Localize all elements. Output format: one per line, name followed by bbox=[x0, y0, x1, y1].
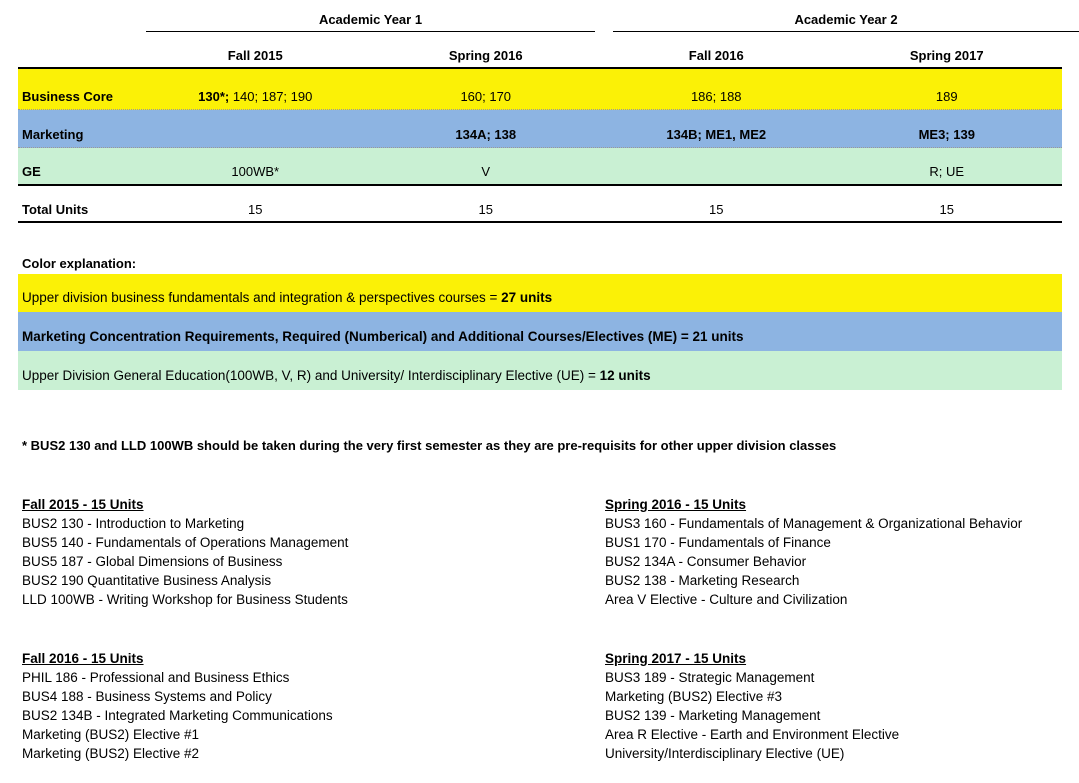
academic-year-2-header bbox=[613, 12, 1079, 32]
legend-item-green bbox=[18, 351, 1062, 390]
row-label-ge: GE bbox=[22, 164, 41, 179]
course-line: BUS2 139 - Marketing Management bbox=[605, 708, 821, 723]
legend-text bbox=[22, 368, 651, 383]
course-sections bbox=[18, 495, 1062, 763]
cell-marketing-spring-2017: ME3; 139 bbox=[918, 127, 975, 142]
cell-ge-spring-2016: V bbox=[481, 164, 491, 179]
legend-text bbox=[22, 290, 552, 305]
academic-year-1-label: Academic Year 1 bbox=[318, 12, 423, 27]
course-line: Marketing (BUS2) Elective #1 bbox=[22, 727, 200, 742]
semester-header-row bbox=[18, 32, 1062, 69]
course-line: BUS4 188 - Business Systems and Policy bbox=[22, 689, 272, 704]
color-legend bbox=[18, 256, 1062, 390]
course-line: BUS2 134A - Consumer Behavior bbox=[605, 554, 807, 569]
section-spring-2017 bbox=[605, 649, 1062, 763]
legend-text bbox=[22, 329, 744, 344]
legend-text-bold: Marketing Concentration Requirements, Required (Numberical) and Additional Courses/Electives (ME) = 21 units bbox=[22, 329, 744, 344]
table-row-ge bbox=[18, 148, 1062, 186]
course-line: BUS3 189 - Strategic Management bbox=[605, 670, 815, 685]
course-line: University/Interdisciplinary Elective (UE) bbox=[605, 746, 845, 761]
academic-plan-sheet bbox=[18, 0, 1062, 763]
section-title: Spring 2017 - 15 Units bbox=[605, 651, 747, 666]
cell-total-fall-2015: 15 bbox=[248, 202, 263, 217]
table-row-total-units bbox=[18, 186, 1062, 223]
course-line: PHIL 186 - Professional and Business Ethics bbox=[22, 670, 290, 685]
legend-text-bold: 12 units bbox=[599, 368, 651, 383]
academic-year-header-row bbox=[18, 12, 1062, 32]
course-line: Marketing (BUS2) Elective #2 bbox=[22, 746, 200, 761]
cell-regular-part: 160; 170 bbox=[460, 89, 512, 104]
section-spring-2016 bbox=[605, 495, 1062, 609]
legend-text-regular: Upper division business fundamentals and integration & perspectives courses = bbox=[22, 290, 502, 305]
section-title: Spring 2016 - 15 Units bbox=[605, 497, 747, 512]
cell-marketing-fall-2016: 134B; ME1, ME2 bbox=[666, 127, 767, 142]
cell-total-spring-2016: 15 bbox=[478, 202, 493, 217]
cell-marketing-fall-2015 bbox=[140, 142, 371, 147]
prerequisite-note: * BUS2 130 and LLD 100WB should be taken during the very first semester as they are pre-requisits for other upper division classes bbox=[22, 438, 837, 453]
semester-header-spring-2016: Spring 2016 bbox=[448, 48, 523, 63]
legend-text-regular: Upper Division General Education(100WB, V, R) and University/ Interdisciplinary Elective (UE) = bbox=[22, 368, 600, 383]
legend-heading: Color explanation: bbox=[22, 256, 137, 271]
semester-header-fall-2015: Fall 2015 bbox=[227, 48, 283, 63]
cell-total-fall-2016: 15 bbox=[709, 202, 724, 217]
course-list bbox=[605, 514, 1062, 609]
section-title: Fall 2016 - 15 Units bbox=[22, 651, 144, 666]
course-line: Area R Elective - Earth and Environment Elective bbox=[605, 727, 900, 742]
cell-ge-fall-2015: 100WB* bbox=[231, 164, 280, 179]
table-row-marketing bbox=[18, 110, 1062, 148]
course-line: BUS5 140 - Fundamentals of Operations Management bbox=[22, 535, 349, 550]
course-line: BUS5 187 - Global Dimensions of Business bbox=[22, 554, 283, 569]
legend-item-blue bbox=[18, 312, 1062, 351]
cell-total-spring-2017: 15 bbox=[939, 202, 954, 217]
course-line: BUS1 170 - Fundamentals of Finance bbox=[605, 535, 831, 550]
course-line: BUS2 138 - Marketing Research bbox=[605, 573, 800, 588]
course-line: BUS3 160 - Fundamentals of Management & Organizational Behavior bbox=[605, 516, 1023, 531]
course-line: Marketing (BUS2) Elective #3 bbox=[605, 689, 783, 704]
semester-header-spring-2017: Spring 2017 bbox=[909, 48, 984, 63]
course-list bbox=[22, 514, 605, 609]
legend-item-yellow bbox=[18, 274, 1062, 312]
course-line: Area V Elective - Culture and Civilization bbox=[605, 592, 848, 607]
cell-business-core-fall-2016 bbox=[601, 89, 832, 109]
section-fall-2016 bbox=[22, 649, 605, 763]
course-list bbox=[605, 668, 1062, 763]
course-line: BUS2 134B - Integrated Marketing Communications bbox=[22, 708, 333, 723]
course-list bbox=[22, 668, 605, 763]
course-line: LLD 100WB - Writing Workshop for Business Students bbox=[22, 592, 348, 607]
cell-regular-part: 140; 187; 190 bbox=[229, 89, 313, 104]
cell-regular-part: 186; 188 bbox=[690, 89, 742, 104]
table-row-business-core bbox=[18, 69, 1062, 110]
cell-bold-part: 130*; bbox=[198, 89, 230, 104]
row-label-business-core: Business Core bbox=[22, 89, 114, 104]
row-label-total-units: Total Units bbox=[22, 202, 89, 217]
cell-marketing-spring-2016: 134A; 138 bbox=[455, 127, 517, 142]
course-line: BUS2 130 - Introduction to Marketing bbox=[22, 516, 245, 531]
academic-year-2-label: Academic Year 2 bbox=[794, 12, 898, 27]
academic-year-1-header bbox=[146, 12, 595, 32]
row-label-marketing: Marketing bbox=[22, 127, 84, 142]
legend-text-bold: 27 units bbox=[501, 290, 553, 305]
section-fall-2015 bbox=[22, 495, 605, 609]
cell-regular-part: 189 bbox=[935, 89, 958, 104]
cell-ge-spring-2017: R; UE bbox=[929, 164, 965, 179]
cell-ge-fall-2016 bbox=[601, 179, 832, 184]
course-line: BUS2 190 Quantitative Business Analysis bbox=[22, 573, 272, 588]
section-title: Fall 2015 - 15 Units bbox=[22, 497, 144, 512]
cell-business-core-spring-2016 bbox=[371, 89, 602, 109]
cell-business-core-spring-2017 bbox=[832, 89, 1063, 109]
semester-header-fall-2016: Fall 2016 bbox=[688, 48, 744, 63]
cell-business-core-fall-2015 bbox=[140, 89, 371, 109]
